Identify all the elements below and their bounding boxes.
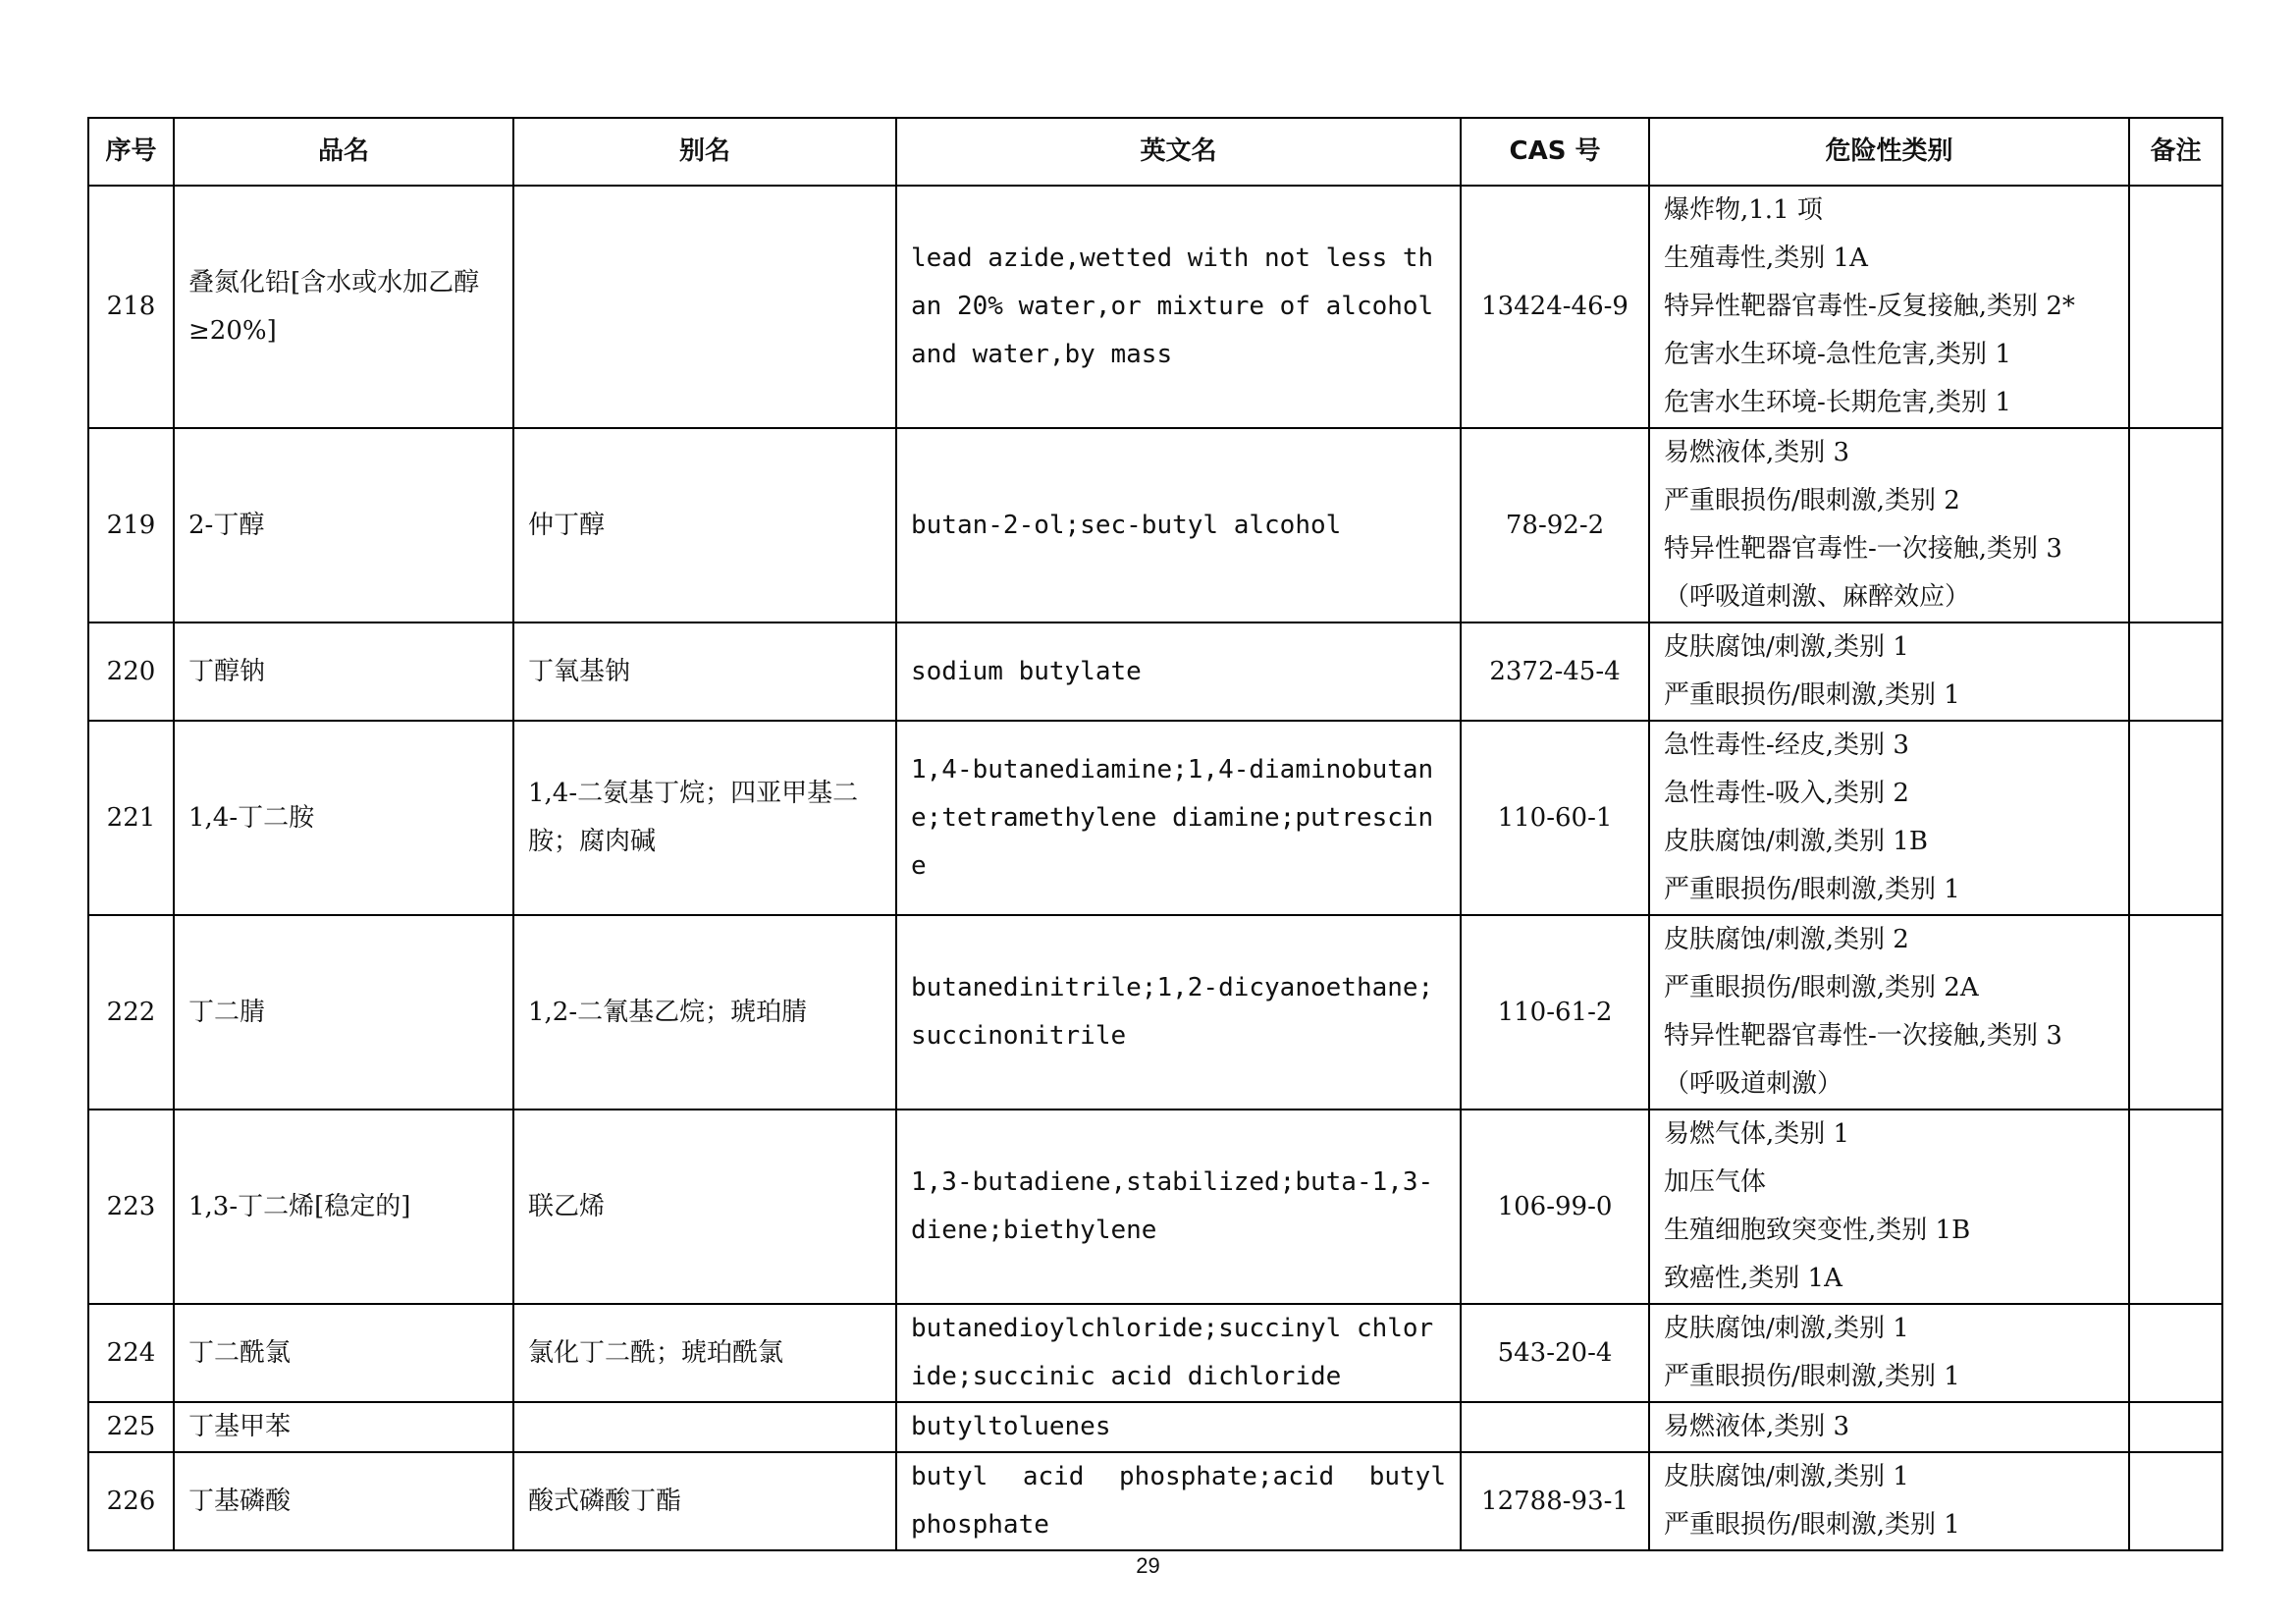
table-row [88, 1402, 2222, 1452]
table-row [88, 428, 2222, 623]
cell-remark [2129, 1304, 2222, 1402]
hazard-class-line: 严重眼损伤/眼刺激,类别 1 [1664, 875, 1960, 904]
hazard-class-line: 皮肤腐蚀/刺激,类别 1B [1664, 827, 1928, 856]
hazard-class-line: 易燃气体,类别 1 [1664, 1119, 1850, 1149]
table-row [88, 186, 2222, 428]
hazard-class-line: 特异性靶器官毒性-一次接触,类别 3 [1664, 1021, 2062, 1051]
table-row [88, 1110, 2222, 1304]
cell-alias: 仲丁醇 [513, 428, 896, 623]
hazard-class-line: 生殖毒性,类别 1A [1664, 244, 1868, 273]
hazard-class-line: （呼吸道刺激） [1664, 1069, 1843, 1099]
cell-english-name: butanedioylchloride;succinyl chloride;succinic acid dichloride [896, 1304, 1461, 1402]
cell-hazard-class [1649, 1402, 2129, 1452]
cell-remark [2129, 1402, 2222, 1452]
hazard-class-line: 皮肤腐蚀/刺激,类别 2 [1664, 925, 1909, 954]
hazard-class-line: 严重眼损伤/眼刺激,类别 1 [1664, 680, 1960, 710]
cell-hazard-class [1649, 186, 2129, 428]
hazard-class-line: 皮肤腐蚀/刺激,类别 1 [1664, 1462, 1909, 1491]
cell-name: 1,4-丁二胺 [174, 721, 513, 915]
cell-name: 丁基甲苯 [174, 1402, 513, 1452]
table-row [88, 915, 2222, 1110]
hazard-class-line: 危害水生环境-急性危害,类别 1 [1664, 340, 2011, 369]
header-remark: 备注 [2129, 118, 2222, 186]
cell-remark [2129, 186, 2222, 428]
hazard-class-line: 爆炸物,1.1 项 [1664, 195, 1823, 225]
cell-name: 1,3-丁二烯[稳定的] [174, 1110, 513, 1304]
cell-no: 220 [88, 623, 174, 721]
cell-hazard-class [1649, 915, 2129, 1110]
hazard-class-line: 严重眼损伤/眼刺激,类别 2A [1664, 973, 1979, 1002]
cell-english-name: sodium butylate [896, 623, 1461, 721]
cell-no: 223 [88, 1110, 174, 1304]
cell-remark [2129, 623, 2222, 721]
cell-cas: 2372-45-4 [1461, 623, 1649, 721]
cell-remark [2129, 915, 2222, 1110]
hazard-class-line: 急性毒性-经皮,类别 3 [1664, 731, 1909, 760]
cell-alias: 联乙烯 [513, 1110, 896, 1304]
table-header-row [88, 118, 2222, 186]
hazard-class-line: 加压气体 [1664, 1167, 1767, 1197]
cell-remark [2129, 1452, 2222, 1550]
cell-no: 218 [88, 186, 174, 428]
header-alias: 别名 [513, 118, 896, 186]
cell-cas: 13424-46-9 [1461, 186, 1649, 428]
cell-no: 219 [88, 428, 174, 623]
cell-alias [513, 1402, 896, 1452]
hazard-class-line: 严重眼损伤/眼刺激,类别 2 [1664, 486, 1960, 515]
cell-alias: 丁氧基钠 [513, 623, 896, 721]
cell-hazard-class [1649, 1304, 2129, 1402]
cell-name: 丁二酰氯 [174, 1304, 513, 1402]
cell-remark [2129, 428, 2222, 623]
cell-hazard-class [1649, 1452, 2129, 1550]
hazard-class-line: 急性毒性-吸入,类别 2 [1664, 779, 1909, 808]
hazard-class-line: 生殖细胞致突变性,类别 1B [1664, 1216, 1971, 1245]
cell-english-name: 1,3-butadiene,stabilized;buta-1,3-diene;biethylene [896, 1110, 1461, 1304]
hazard-class-line: 特异性靶器官毒性-一次接触,类别 3 [1664, 534, 2062, 564]
cell-cas: 110-60-1 [1461, 721, 1649, 915]
cell-hazard-class [1649, 721, 2129, 915]
cell-alias: 氯化丁二酰；琥珀酰氯 [513, 1304, 896, 1402]
cell-hazard-class [1649, 623, 2129, 721]
cell-no: 222 [88, 915, 174, 1110]
hazard-class-line: 皮肤腐蚀/刺激,类别 1 [1664, 1314, 1909, 1343]
cell-english-name: butan-2-ol;sec-butyl alcohol [896, 428, 1461, 623]
header-hazard-class: 危险性类别 [1649, 118, 2129, 186]
hazard-class-line: 易燃液体,类别 3 [1664, 438, 1850, 467]
cell-cas: 78-92-2 [1461, 428, 1649, 623]
header-name: 品名 [174, 118, 513, 186]
cell-alias: 酸式磷酸丁酯 [513, 1452, 896, 1550]
cell-name: 丁醇钠 [174, 623, 513, 721]
hazard-class-line: 致癌性,类别 1A [1664, 1264, 1842, 1293]
table-row [88, 1452, 2222, 1550]
cell-name: 叠氮化铅[含水或水加乙醇≥20%] [174, 186, 513, 428]
cell-english-name: lead azide,wetted with not less than 20% water,or mixture of alcohol and water,by mass [896, 186, 1461, 428]
cell-name: 丁二腈 [174, 915, 513, 1110]
cell-cas: 106-99-0 [1461, 1110, 1649, 1304]
cell-no: 226 [88, 1452, 174, 1550]
header-cas: CAS 号 [1461, 118, 1649, 186]
hazard-class-line: 特异性靶器官毒性-反复接触,类别 2* [1664, 292, 2075, 321]
table-row [88, 1304, 2222, 1402]
hazard-class-line: 危害水生环境-长期危害,类别 1 [1664, 388, 2011, 417]
cell-no: 225 [88, 1402, 174, 1452]
hazard-class-line: （呼吸道刺激、麻醉效应） [1664, 582, 1971, 612]
hazard-class-line: 严重眼损伤/眼刺激,类别 1 [1664, 1510, 1960, 1540]
cell-english-name: butyl acid phosphate;acid butyl phosphate [896, 1452, 1461, 1550]
table-row [88, 721, 2222, 915]
cell-english-name: butanedinitrile;1,2-dicyanoethane;succinonitrile [896, 915, 1461, 1110]
cell-hazard-class [1649, 1110, 2129, 1304]
cell-cas: 543-20-4 [1461, 1304, 1649, 1402]
table-row [88, 623, 2222, 721]
cell-alias: 1,2-二氰基乙烷；琥珀腈 [513, 915, 896, 1110]
cell-english-name: butyltoluenes [896, 1402, 1461, 1452]
cell-cas: 110-61-2 [1461, 915, 1649, 1110]
cell-cas: 12788-93-1 [1461, 1452, 1649, 1550]
hazard-class-line: 易燃液体,类别 3 [1664, 1412, 1850, 1441]
cell-name: 丁基磷酸 [174, 1452, 513, 1550]
header-english-name: 英文名 [896, 118, 1461, 186]
hazard-class-line: 皮肤腐蚀/刺激,类别 1 [1664, 632, 1909, 662]
cell-name: 2-丁醇 [174, 428, 513, 623]
header-no: 序号 [88, 118, 174, 186]
cell-alias: 1,4-二氨基丁烷；四亚甲基二胺；腐肉碱 [513, 721, 896, 915]
cell-alias [513, 186, 896, 428]
hazardous-chemicals-table [87, 117, 2223, 1551]
cell-no: 221 [88, 721, 174, 915]
cell-hazard-class [1649, 428, 2129, 623]
hazard-class-line: 严重眼损伤/眼刺激,类别 1 [1664, 1362, 1960, 1391]
cell-cas [1461, 1402, 1649, 1452]
page-number: 29 [1136, 1553, 1160, 1578]
cell-english-name: 1,4-butanediamine;1,4-diaminobutane;tetramethylene diamine;putrescine [896, 721, 1461, 915]
cell-remark [2129, 1110, 2222, 1304]
cell-remark [2129, 721, 2222, 915]
cell-no: 224 [88, 1304, 174, 1402]
